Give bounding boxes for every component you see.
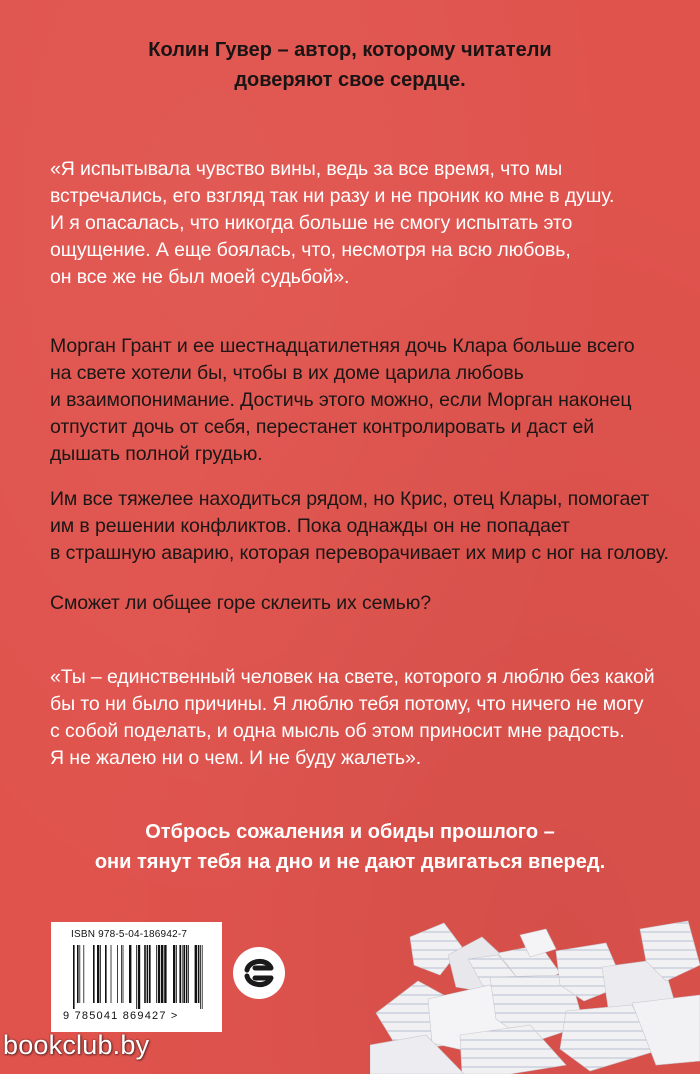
slogan-line: Отбрось сожаления и обиды прошлого – <box>145 821 555 843</box>
barcode-bar <box>100 945 101 1003</box>
quote-line: «Ты – единственный человек на свете, которого я люблю без какой <box>50 666 655 688</box>
barcode-bar <box>93 945 95 1003</box>
slogan-line: они тянут тебя на дно и не дают двигаться вперед. <box>94 851 606 873</box>
quote-line: он все же не был моей судьбой». <box>50 266 350 288</box>
barcode-bar <box>149 945 151 1003</box>
synopsis-paragraph-1 <box>50 333 670 468</box>
paragraph-line: дышать полной грудью. <box>50 443 263 465</box>
barcode-bar <box>188 945 189 1003</box>
synopsis-paragraph-2 <box>50 486 670 567</box>
quote-line: Я не жалею ни о чем. И не буду жалеть». <box>50 747 422 769</box>
barcode-bar <box>186 945 188 1003</box>
barcode-bar <box>198 945 200 1003</box>
author-tagline <box>0 35 700 95</box>
isbn-label: ISBN 978-5-04-186942-7 <box>71 929 188 940</box>
barcode-bar <box>77 945 79 1003</box>
barcode-bar <box>111 945 112 1003</box>
barcode-bar <box>144 945 146 1003</box>
barcode-bar <box>123 945 124 1003</box>
barcode-bar <box>73 945 75 1009</box>
site-label: bookclub.by <box>3 1029 150 1060</box>
synopsis-question <box>50 590 670 617</box>
barcode-bar <box>129 945 131 1003</box>
tagline-line: доверяют свое сердце. <box>234 69 466 91</box>
paragraph-line: Морган Грант и ее шестнадцатилетняя дочь Клара больше всего <box>50 335 635 357</box>
barcode-bar <box>147 945 149 1003</box>
paragraph-line: Им все тяжелее находиться рядом, но Крис, отец Клары, помогает <box>50 488 650 510</box>
barcode-bar <box>173 945 175 1003</box>
second-quote <box>50 664 670 772</box>
paragraph-line: в страшную аварию, которая переворачивает их мир с ног на голову. <box>50 542 669 564</box>
barcode-bars <box>73 945 203 1009</box>
barcode-bar <box>121 945 122 1003</box>
barcode-bar <box>105 945 107 1003</box>
barcode-bar <box>79 945 80 1003</box>
barcode-bar <box>200 945 201 1009</box>
quote-line: И я опасалась, что никогда больше не смогу испытать это <box>50 212 573 234</box>
paragraph-line: на свете хотели бы, чтобы в их доме царила любовь <box>50 362 524 384</box>
barcode-bar <box>161 945 163 1003</box>
paragraph-line: им в решении конфликтов. Пока однажды он не попадает <box>50 515 570 537</box>
closing-slogan <box>0 817 700 877</box>
eksmo-logo-icon <box>232 946 286 1000</box>
barcode-bar <box>176 945 177 1003</box>
barcode-bar <box>117 945 118 1003</box>
barcode-bar <box>195 945 197 1003</box>
barcode-bar <box>202 945 203 1009</box>
barcode-bar <box>182 945 183 1003</box>
site-watermark <box>0 1016 200 1074</box>
barcode-bar <box>156 945 157 1003</box>
barcode-bar <box>83 945 84 1003</box>
barcode-bar <box>179 945 181 1003</box>
paragraph-line: Сможет ли общее горе склеить их семью? <box>50 592 431 614</box>
barcode-bar <box>97 945 99 1003</box>
barcode-bar <box>136 945 137 1009</box>
paragraph-line: и взаимопонимание. Достичь этого можно, если Морган наконец <box>50 389 632 411</box>
quote-line: с собой поделать, и одна мысль об этом приносит мне радость. <box>50 720 625 742</box>
quote-line: ощущение. А еще боялась, что, несмотря на всю любовь, <box>50 239 571 261</box>
tagline-line: Колин Гувер – автор, которому читатели <box>148 39 552 61</box>
quote-line: бы то ни было причины. Я люблю тебя потому, что ничего не могу <box>50 693 644 715</box>
paragraph-line: отпустит дочь от себя, перестанет контролировать и даст ей <box>50 416 595 438</box>
barcode-bar <box>183 945 185 1003</box>
opening-quote <box>50 156 670 291</box>
quote-line: встречались, его взгляд так ни разу и не проник ко мне в душу. <box>50 185 615 207</box>
barcode-bar <box>164 945 166 1003</box>
torn-paper-pile-illustration <box>370 915 700 1074</box>
quote-line: «Я испытывала чувство вины, ведь за все время, что мы <box>50 158 563 180</box>
barcode-digits: 9 785041 869427 > <box>63 1010 179 1022</box>
barcode-bar <box>138 945 140 1009</box>
barcode-bar <box>158 945 160 1003</box>
